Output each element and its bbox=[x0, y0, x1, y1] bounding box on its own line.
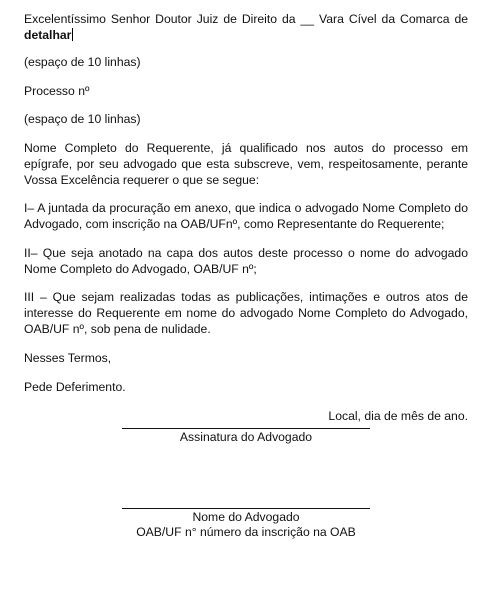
court-placeholder: detalhar bbox=[24, 28, 72, 42]
closing-request: Pede Deferimento. bbox=[24, 380, 126, 394]
lawyer-oab-number: OAB/UF n° número da inscrição na OAB bbox=[136, 525, 356, 539]
closing-terms: Nesses Termos, bbox=[24, 351, 112, 365]
signature-line bbox=[122, 428, 370, 429]
place-and-date: Local, dia de mês de ano. bbox=[328, 409, 468, 423]
lawyer-identification-block bbox=[122, 508, 370, 540]
request-item-3: III – Que sejam realizadas todas as publicações, intimações e outros atos de interesse do Requerente em nome do advogado Nome Completo do Advogado, OAB/UF nº, sob pena de nulidade. bbox=[24, 290, 468, 336]
intro-paragraph: Nome Completo do Requerente, já qualificado nos autos do processo em epígrafe, por seu advogado que esta subscreve, vem, respeitosamente, perante Vossa Excelência requerer o que se segue: bbox=[24, 141, 468, 187]
signature-label: Assinatura do Advogado bbox=[179, 430, 313, 444]
request-item-2: II– Que seja anotado na capa dos autos deste processo o nome do advogado Nome Completo do Advogado, OAB/UF nº; bbox=[24, 246, 468, 276]
text-cursor bbox=[72, 28, 73, 41]
process-number-label: Processo nº bbox=[24, 84, 90, 98]
signature-block bbox=[122, 428, 370, 445]
spacing-note-2: (espaço de 10 linhas) bbox=[24, 112, 141, 126]
lawyer-name: Nome do Advogado bbox=[192, 510, 300, 524]
court-addressing bbox=[24, 11, 468, 43]
court-addressing-text: Excelentíssimo Senhor Doutor Juiz de Direito da __ Vara Cível da Comarca de bbox=[24, 12, 468, 26]
request-item-1: I– A juntada da procuração em anexo, que indica o advogado Nome Completo do Advogado, com inscrição na OAB/UFnº, como Representante do Requerente; bbox=[24, 201, 468, 231]
lawyer-signature-line bbox=[122, 508, 370, 509]
spacing-note-1: (espaço de 10 linhas) bbox=[24, 55, 141, 69]
petition-document bbox=[24, 11, 468, 424]
